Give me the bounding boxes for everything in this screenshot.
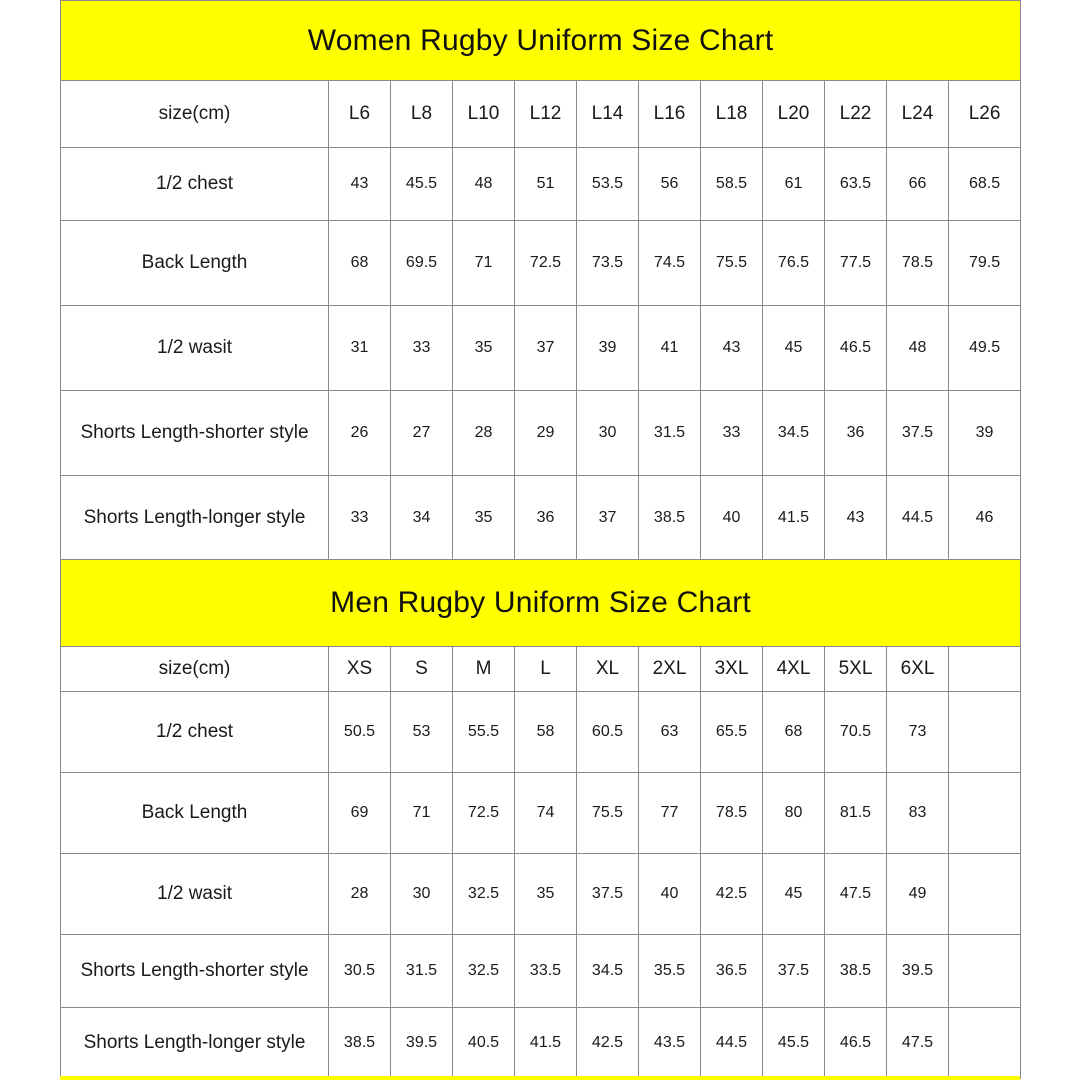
men-value-cell	[949, 773, 1021, 854]
men-value-cell: 45	[763, 854, 825, 935]
women-value-cell: 71	[453, 221, 515, 306]
women-table-row	[61, 476, 1021, 560]
men-value-cell	[949, 854, 1021, 935]
women-value-cell: 73.5	[577, 221, 639, 306]
women-value-cell: 63.5	[825, 148, 887, 221]
men-size-header-cell: 6XL	[887, 647, 949, 692]
men-value-cell: 39.5	[391, 1008, 453, 1079]
women-row-label: 1/2 wasit	[61, 306, 329, 391]
women-value-cell: 68.5	[949, 148, 1021, 221]
men-value-cell: 30.5	[329, 935, 391, 1008]
men-value-cell: 30	[391, 854, 453, 935]
women-value-cell: 75.5	[701, 221, 763, 306]
men-value-cell: 38.5	[329, 1008, 391, 1079]
men-value-cell: 49	[887, 854, 949, 935]
men-value-cell: 42.5	[701, 854, 763, 935]
women-value-cell: 36	[515, 476, 577, 560]
women-value-cell: 35	[453, 306, 515, 391]
men-value-cell: 32.5	[453, 854, 515, 935]
women-value-cell: 68	[329, 221, 391, 306]
women-value-cell: 58.5	[701, 148, 763, 221]
men-value-cell: 83	[887, 773, 949, 854]
men-value-cell: 43.5	[639, 1008, 701, 1079]
men-value-cell: 65.5	[701, 692, 763, 773]
women-value-cell: 74.5	[639, 221, 701, 306]
women-value-cell: 31.5	[639, 391, 701, 476]
women-value-cell: 66	[887, 148, 949, 221]
women-value-cell: 33	[329, 476, 391, 560]
women-size-header-cell: L6	[329, 81, 391, 148]
women-value-cell: 28	[453, 391, 515, 476]
women-value-cell: 41.5	[763, 476, 825, 560]
men-value-cell: 46.5	[825, 1008, 887, 1079]
women-value-cell: 33	[391, 306, 453, 391]
men-table-row	[61, 773, 1021, 854]
size-chart-sheet	[60, 0, 1020, 1080]
men-value-cell: 32.5	[453, 935, 515, 1008]
women-row-label: 1/2 chest	[61, 148, 329, 221]
women-value-cell: 77.5	[825, 221, 887, 306]
women-value-cell: 43	[329, 148, 391, 221]
women-value-cell: 34	[391, 476, 453, 560]
women-value-cell: 53.5	[577, 148, 639, 221]
women-value-cell: 39	[949, 391, 1021, 476]
women-row-label: Back Length	[61, 221, 329, 306]
men-size-header-cell: 4XL	[763, 647, 825, 692]
women-value-cell: 37	[577, 476, 639, 560]
men-value-cell: 80	[763, 773, 825, 854]
women-value-cell: 36	[825, 391, 887, 476]
men-value-cell: 40.5	[453, 1008, 515, 1079]
women-value-cell: 37.5	[887, 391, 949, 476]
men-size-header-cell: XL	[577, 647, 639, 692]
men-size-header-cell	[949, 647, 1021, 692]
men-value-cell: 35	[515, 854, 577, 935]
men-row-label: Shorts Length-longer style	[61, 1008, 329, 1079]
men-value-cell: 28	[329, 854, 391, 935]
women-size-header-cell: L16	[639, 81, 701, 148]
women-value-cell: 29	[515, 391, 577, 476]
women-value-cell: 76.5	[763, 221, 825, 306]
women-title-row	[61, 1, 1021, 81]
women-value-cell: 38.5	[639, 476, 701, 560]
men-value-cell: 74	[515, 773, 577, 854]
women-size-header-cell: L20	[763, 81, 825, 148]
men-value-cell: 34.5	[577, 935, 639, 1008]
men-value-cell: 38.5	[825, 935, 887, 1008]
men-size-header-cell: L	[515, 647, 577, 692]
women-size-label: size(cm)	[61, 81, 329, 148]
men-value-cell: 40	[639, 854, 701, 935]
women-value-cell: 33	[701, 391, 763, 476]
women-size-header-row	[61, 81, 1021, 148]
women-value-cell: 45	[763, 306, 825, 391]
men-value-cell	[949, 1008, 1021, 1079]
men-value-cell: 41.5	[515, 1008, 577, 1079]
women-size-header-cell: L24	[887, 81, 949, 148]
women-value-cell: 30	[577, 391, 639, 476]
men-value-cell: 39.5	[887, 935, 949, 1008]
men-value-cell: 68	[763, 692, 825, 773]
men-size-header-cell: 5XL	[825, 647, 887, 692]
men-value-cell: 44.5	[701, 1008, 763, 1079]
women-value-cell: 43	[701, 306, 763, 391]
men-table-row	[61, 935, 1021, 1008]
women-value-cell: 44.5	[887, 476, 949, 560]
women-value-cell: 46	[949, 476, 1021, 560]
men-table-row	[61, 692, 1021, 773]
women-value-cell: 46.5	[825, 306, 887, 391]
men-value-cell: 37.5	[577, 854, 639, 935]
women-table-row	[61, 148, 1021, 221]
men-row-label: 1/2 wasit	[61, 854, 329, 935]
men-row-label: 1/2 chest	[61, 692, 329, 773]
women-value-cell: 48	[453, 148, 515, 221]
women-value-cell: 27	[391, 391, 453, 476]
men-value-cell: 58	[515, 692, 577, 773]
men-value-cell: 70.5	[825, 692, 887, 773]
women-size-header-cell: L18	[701, 81, 763, 148]
men-value-cell: 53	[391, 692, 453, 773]
men-row-label: Shorts Length-shorter style	[61, 935, 329, 1008]
men-value-cell	[949, 692, 1021, 773]
women-value-cell: 37	[515, 306, 577, 391]
women-size-header-cell: L22	[825, 81, 887, 148]
men-value-cell: 36.5	[701, 935, 763, 1008]
men-table-row	[61, 854, 1021, 935]
women-value-cell: 48	[887, 306, 949, 391]
women-size-header-cell: L14	[577, 81, 639, 148]
women-value-cell: 45.5	[391, 148, 453, 221]
men-value-cell: 55.5	[453, 692, 515, 773]
men-size-header-cell: XS	[329, 647, 391, 692]
women-size-header-cell: L10	[453, 81, 515, 148]
men-row-label: Back Length	[61, 773, 329, 854]
men-value-cell: 72.5	[453, 773, 515, 854]
men-size-header-row	[61, 647, 1021, 692]
women-value-cell: 31	[329, 306, 391, 391]
men-value-cell: 31.5	[391, 935, 453, 1008]
women-value-cell: 78.5	[887, 221, 949, 306]
women-value-cell: 34.5	[763, 391, 825, 476]
women-value-cell: 40	[701, 476, 763, 560]
men-chart-title: Men Rugby Uniform Size Chart	[61, 560, 1021, 647]
women-row-label: Shorts Length-shorter style	[61, 391, 329, 476]
men-value-cell: 60.5	[577, 692, 639, 773]
women-value-cell: 35	[453, 476, 515, 560]
women-value-cell: 79.5	[949, 221, 1021, 306]
women-size-header-cell: L12	[515, 81, 577, 148]
women-value-cell: 26	[329, 391, 391, 476]
men-size-header-cell: S	[391, 647, 453, 692]
men-table-row	[61, 1008, 1021, 1079]
men-value-cell: 33.5	[515, 935, 577, 1008]
men-title-row	[61, 560, 1021, 647]
men-value-cell: 45.5	[763, 1008, 825, 1079]
men-value-cell: 63	[639, 692, 701, 773]
men-value-cell: 47.5	[825, 854, 887, 935]
women-row-label: Shorts Length-longer style	[61, 476, 329, 560]
women-value-cell: 49.5	[949, 306, 1021, 391]
men-value-cell: 47.5	[887, 1008, 949, 1079]
women-table-row	[61, 221, 1021, 306]
men-value-cell: 35.5	[639, 935, 701, 1008]
women-value-cell: 69.5	[391, 221, 453, 306]
women-value-cell: 56	[639, 148, 701, 221]
women-value-cell: 41	[639, 306, 701, 391]
men-value-cell: 81.5	[825, 773, 887, 854]
women-value-cell: 72.5	[515, 221, 577, 306]
men-value-cell	[949, 935, 1021, 1008]
women-value-cell: 61	[763, 148, 825, 221]
men-value-cell: 37.5	[763, 935, 825, 1008]
men-size-header-cell: M	[453, 647, 515, 692]
men-value-cell: 42.5	[577, 1008, 639, 1079]
size-table	[60, 0, 1021, 1079]
men-value-cell: 73	[887, 692, 949, 773]
women-table-row	[61, 391, 1021, 476]
men-value-cell: 69	[329, 773, 391, 854]
women-chart-title: Women Rugby Uniform Size Chart	[61, 1, 1021, 81]
women-table-row	[61, 306, 1021, 391]
women-value-cell: 43	[825, 476, 887, 560]
men-size-header-cell: 2XL	[639, 647, 701, 692]
women-value-cell: 51	[515, 148, 577, 221]
women-size-header-cell: L8	[391, 81, 453, 148]
men-value-cell: 50.5	[329, 692, 391, 773]
men-value-cell: 78.5	[701, 773, 763, 854]
women-size-header-cell: L26	[949, 81, 1021, 148]
footer-strip	[60, 1076, 1020, 1080]
men-size-label: size(cm)	[61, 647, 329, 692]
men-value-cell: 77	[639, 773, 701, 854]
men-size-header-cell: 3XL	[701, 647, 763, 692]
men-value-cell: 71	[391, 773, 453, 854]
men-value-cell: 75.5	[577, 773, 639, 854]
women-value-cell: 39	[577, 306, 639, 391]
